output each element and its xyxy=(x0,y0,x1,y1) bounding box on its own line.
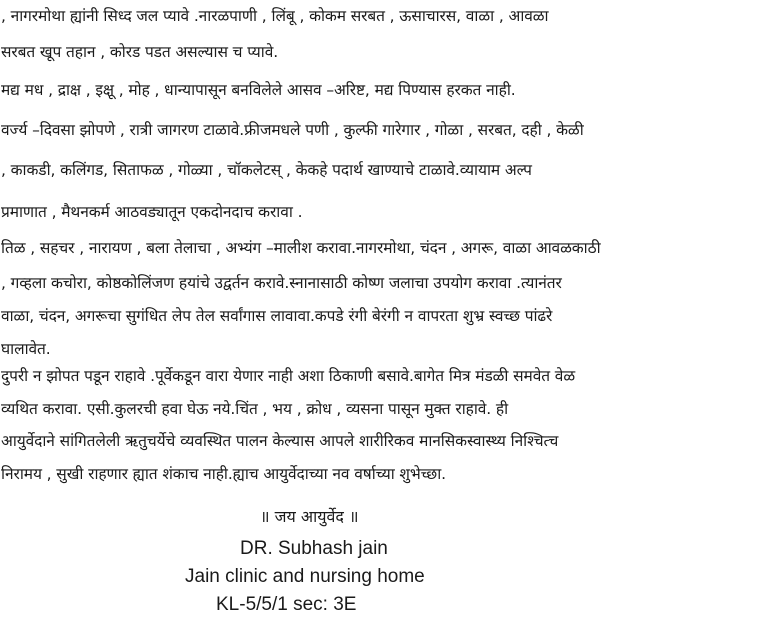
paragraph-line-5: , काकडी, कलिंगड, सिताफळ , गोळ्या , चॉकलेटस् , केकहे पदार्थ खाण्याचे टाळावे.व्यायाम अल्प xyxy=(1,161,532,179)
slogan: ॥ जय आयुर्वेद ॥ xyxy=(260,507,359,526)
paragraph-line-4: वर्ज्य –दिवसा झोपणे , रात्री जागरण टाळावे.फ्रीजमधले पणी , कुल्फी गारेगार , गोळा , सरबत, दही , केळी xyxy=(1,121,584,139)
paragraph-line-10: घालावेत. xyxy=(1,340,51,358)
signature-clinic: Jain clinic and nursing home xyxy=(185,566,425,587)
paragraph-line-7: तिळ , सहचर , नारायण , बला तेलाचा , अभ्यंग –मालीश करावा.नागरमोथा, चंदन , अगरू, वाळा आवळकाठी xyxy=(1,239,601,257)
paragraph-line-11: दुपरी न झोपत पडून राहावे .पूर्वेकडून वारा येणार नाही अशा ठिकाणी बसावे.बागेत मित्र मंडळी समवेत वेळ xyxy=(1,367,575,385)
signature-address: KL-5/5/1 sec: 3E xyxy=(216,594,357,615)
paragraph-line-8: , गव्हला कचोरा, कोष्ठकोलिंजण हयांचे उद्वर्तन करावे.स्नानासाठी कोष्ण जलाचा उपयोग करावा .त्यानंतर xyxy=(1,274,562,292)
paragraph-line-13: आयुर्वेदाने सांगितलेली ऋतुचर्येचे व्यवस्थित पालन केल्यास आपले शारीरिकव मानसिकस्वास्थ्य निश्चित्च xyxy=(1,432,559,450)
paragraph-line-2: सरबत खूप तहान , कोरड पडत असल्यास च प्यावे. xyxy=(1,43,279,61)
paragraph-line-9: वाळा, चंदन, अगरूचा सुगंधित लेप तेल सर्वांगास लावावा.कपडे रंगी बेरंगी न वापरता शुभ्र स्वच्छ पांढरे xyxy=(1,307,553,325)
paragraph-line-1: , नागरमोथा ह्यांनी सिध्द जल प्यावे .नारळपाणी , लिंबू , कोकम सरबत , ऊसाचारस, वाळा , आवळा xyxy=(1,7,549,25)
paragraph-line-6: प्रमाणात , मैथनकर्म आठवड्यातून एकदोनदाच करावा . xyxy=(1,203,303,221)
paragraph-line-3: मद्य मध , द्राक्ष , इक्षू , मोह , धान्यापासून बनविलेले आसव –अरिष्ट, मद्य पिण्यास हरकत नाही. xyxy=(1,81,516,99)
paragraph-line-12: व्यथित करावा. एसी.कुलरची हवा घेऊ नये.चिंत , भय , क्रोध , व्यसना पासून मुक्त राहावे. ही xyxy=(1,400,509,418)
paragraph-line-14: निरामय , सुखी राहणार ह्यात शंकाच नाही.ह्याच आयुर्वेदाच्या नव वर्षाच्या शुभेच्छा. xyxy=(1,465,446,483)
signature-name: DR. Subhash jain xyxy=(240,538,388,559)
